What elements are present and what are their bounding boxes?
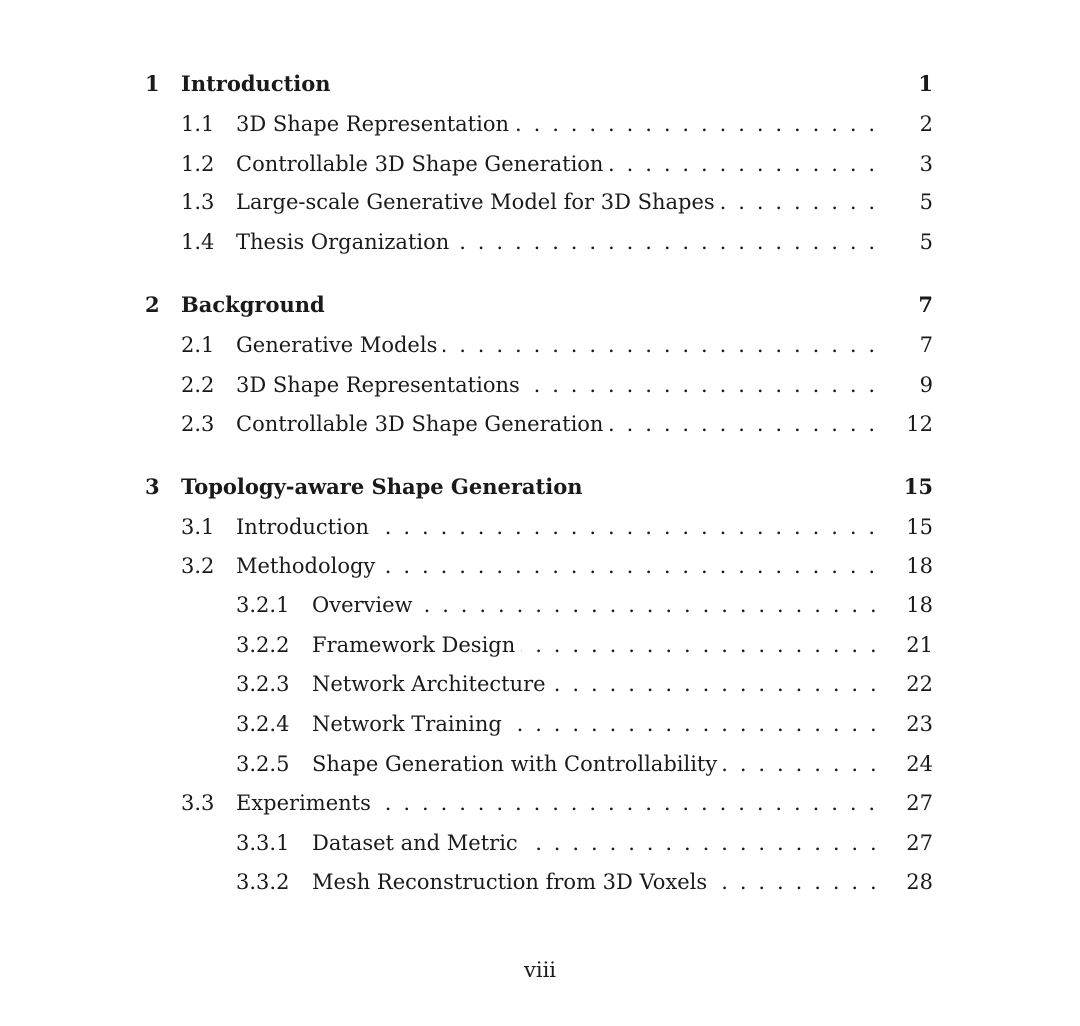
section-number: 1.3 bbox=[181, 190, 215, 214]
toc-section bbox=[181, 370, 933, 400]
subsection-page: 24 bbox=[906, 752, 933, 776]
section-number: 1.1 bbox=[181, 112, 215, 136]
toc-chapter bbox=[145, 472, 933, 502]
subsection-title: Dataset and Metric bbox=[312, 828, 524, 858]
section-page: 5 bbox=[919, 230, 933, 254]
toc-subsection bbox=[236, 709, 933, 739]
toc-section bbox=[181, 149, 933, 179]
toc-section bbox=[181, 512, 933, 542]
chapter-page: 7 bbox=[918, 292, 933, 317]
subsection-page: 21 bbox=[906, 633, 933, 657]
subsection-page: 18 bbox=[906, 593, 933, 617]
toc-section bbox=[181, 409, 933, 439]
subsection-title: Network Training bbox=[312, 709, 508, 739]
toc-subsection bbox=[236, 749, 933, 779]
chapter-number: 3 bbox=[145, 474, 160, 499]
subsection-number: 3.2.2 bbox=[236, 633, 290, 657]
section-page: 27 bbox=[906, 791, 933, 815]
chapter-number: 2 bbox=[145, 292, 160, 317]
toc-section bbox=[181, 227, 933, 257]
subsection-number: 3.3.2 bbox=[236, 870, 290, 894]
subsection-title: Overview bbox=[312, 590, 419, 620]
subsection-number: 3.2.1 bbox=[236, 593, 290, 617]
toc-subsection bbox=[236, 590, 933, 620]
section-number: 2.1 bbox=[181, 333, 215, 357]
toc-subsection bbox=[236, 669, 933, 699]
subsection-number: 3.2.5 bbox=[236, 752, 290, 776]
subsection-title: Mesh Reconstruction from 3D Voxels bbox=[312, 867, 713, 897]
subsection-number: 3.3.1 bbox=[236, 831, 290, 855]
chapter-title: Introduction bbox=[181, 69, 337, 99]
chapter-title: Background bbox=[181, 290, 331, 320]
subsection-title: Network Architecture bbox=[312, 669, 552, 699]
section-number: 3.3 bbox=[181, 791, 215, 815]
section-title: Experiments bbox=[236, 788, 377, 818]
section-page: 9 bbox=[919, 373, 933, 397]
toc-subsection bbox=[236, 828, 933, 858]
subsection-number: 3.2.4 bbox=[236, 712, 290, 736]
toc-section bbox=[181, 551, 933, 581]
section-number: 1.4 bbox=[181, 230, 215, 254]
section-page: 18 bbox=[906, 554, 933, 578]
section-number: 2.3 bbox=[181, 412, 215, 436]
toc-chapter bbox=[145, 290, 933, 320]
subsection-page: 22 bbox=[906, 672, 933, 696]
section-title: Controllable 3D Shape Generation bbox=[236, 149, 609, 179]
subsection-title: Framework Design bbox=[312, 630, 521, 660]
section-title: Introduction bbox=[236, 512, 375, 542]
toc-section bbox=[181, 330, 933, 360]
subsection-number: 3.2.3 bbox=[236, 672, 290, 696]
page-number-footer: viii bbox=[523, 958, 556, 982]
section-title: Controllable 3D Shape Generation bbox=[236, 409, 609, 439]
section-number: 2.2 bbox=[181, 373, 215, 397]
section-title: Thesis Organization bbox=[236, 227, 455, 257]
chapter-title: Topology-aware Shape Generation bbox=[181, 472, 588, 502]
chapter-page: 1 bbox=[918, 71, 933, 96]
section-title: 3D Shape Representation bbox=[236, 109, 515, 139]
subsection-page: 28 bbox=[906, 870, 933, 894]
section-title: Generative Models bbox=[236, 330, 443, 360]
toc-section bbox=[181, 109, 933, 139]
chapter-number: 1 bbox=[145, 71, 160, 96]
subsection-page: 27 bbox=[906, 831, 933, 855]
section-number: 3.2 bbox=[181, 554, 215, 578]
toc-section bbox=[181, 788, 933, 818]
subsection-title: Shape Generation with Controllability bbox=[312, 749, 723, 779]
section-number: 3.1 bbox=[181, 515, 215, 539]
toc-subsection bbox=[236, 867, 933, 897]
section-number: 1.2 bbox=[181, 152, 215, 176]
toc-subsection bbox=[236, 630, 933, 660]
section-page: 12 bbox=[906, 412, 933, 436]
subsection-page: 23 bbox=[906, 712, 933, 736]
section-page: 5 bbox=[919, 190, 933, 214]
section-title: 3D Shape Representations bbox=[236, 370, 526, 400]
section-page: 3 bbox=[919, 152, 933, 176]
toc-chapter bbox=[145, 69, 933, 99]
section-page: 2 bbox=[919, 112, 933, 136]
toc-section bbox=[181, 187, 933, 217]
section-title: Methodology bbox=[236, 551, 381, 581]
section-page: 7 bbox=[919, 333, 933, 357]
section-page: 15 bbox=[906, 515, 933, 539]
chapter-page: 15 bbox=[903, 474, 933, 499]
section-title: Large-scale Generative Model for 3D Shapes bbox=[236, 187, 721, 217]
